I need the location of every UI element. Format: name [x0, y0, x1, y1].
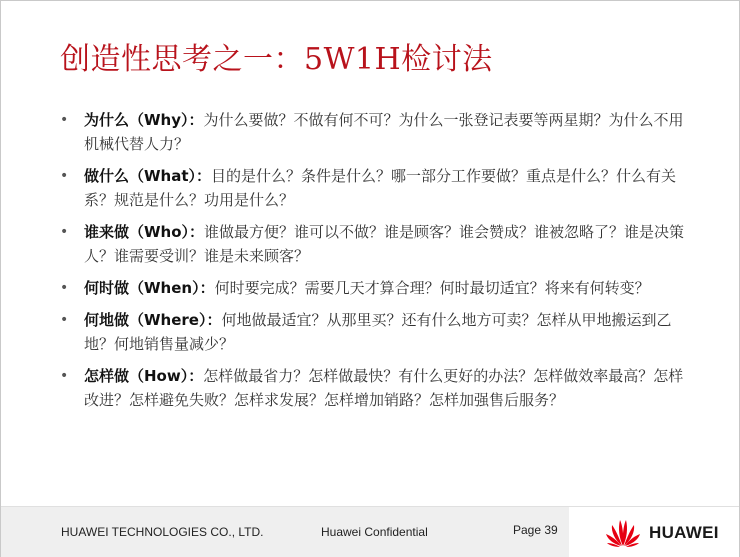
bullet-where: [58, 308, 698, 356]
bullet-dot-icon: •: [60, 224, 69, 240]
bullet-desc: 谁做最方便？谁可以不做？谁是顾客？谁会赞成？谁被忽略了？谁是决策人？谁需要受训？谁是未来顾客？: [84, 223, 685, 265]
bullet-list: [58, 108, 698, 420]
bullet-desc: 为什么要做？不做有何不可？为什么一张登记表要等两星期？为什么不用机械代替人力？: [84, 111, 684, 153]
bullet-desc: 目的是什么？条件是什么？哪一部分工作要做？重点是什么？什么有关系？规范是什么？功用是什么？: [84, 167, 677, 209]
bullet-dot-icon: •: [60, 368, 69, 384]
bullet-what: [58, 164, 698, 212]
huawei-logo-text: HUAWEI: [649, 523, 719, 542]
bullet-term: 做什么（What）：: [84, 167, 212, 185]
bullet-dot-icon: •: [60, 112, 69, 128]
bullet-why: [58, 108, 698, 156]
footer-confidential: Huawei Confidential: [321, 525, 428, 539]
bullet-when: [58, 276, 698, 300]
bullet-term: 为什么（Why）：: [84, 111, 204, 129]
bullet-who: [58, 220, 698, 268]
bullet-term: 谁来做（Who）：: [84, 223, 205, 241]
huawei-logo: [569, 507, 739, 557]
bullet-term: 何时做（When）：: [84, 279, 215, 297]
huawei-petal-logo-icon: [605, 516, 641, 548]
bullet-dot-icon: •: [60, 280, 69, 296]
bullet-term: 怎样做（How）：: [84, 367, 204, 385]
bullet-term: 何地做（Where）：: [84, 311, 222, 329]
bullet-desc: 何地做最适宜？从那里买？还有什么地方可卖？怎样从甲地搬运到乙地？何地销售量减少？: [84, 311, 672, 353]
bullet-how: [58, 364, 698, 412]
bullet-desc: 何时要完成？需要几天才算合理？何时最切适宜？将来有何转变？: [214, 279, 650, 297]
bullet-desc: 怎样做最省力？怎样做最快？有什么更好的办法？怎样做效率最高？怎样改进？怎样避免失败？怎样求发展？怎样增加销路？怎样加强售后服务？: [84, 367, 684, 409]
footer-company: HUAWEI TECHNOLOGIES CO., LTD.: [61, 525, 264, 539]
bullet-dot-icon: •: [60, 168, 69, 184]
page-number: Page 39: [513, 523, 558, 537]
slide-title: 创造性思考之一：5W1H检讨法: [60, 42, 493, 77]
bullet-dot-icon: •: [60, 312, 69, 328]
slide-footer: [1, 506, 739, 557]
